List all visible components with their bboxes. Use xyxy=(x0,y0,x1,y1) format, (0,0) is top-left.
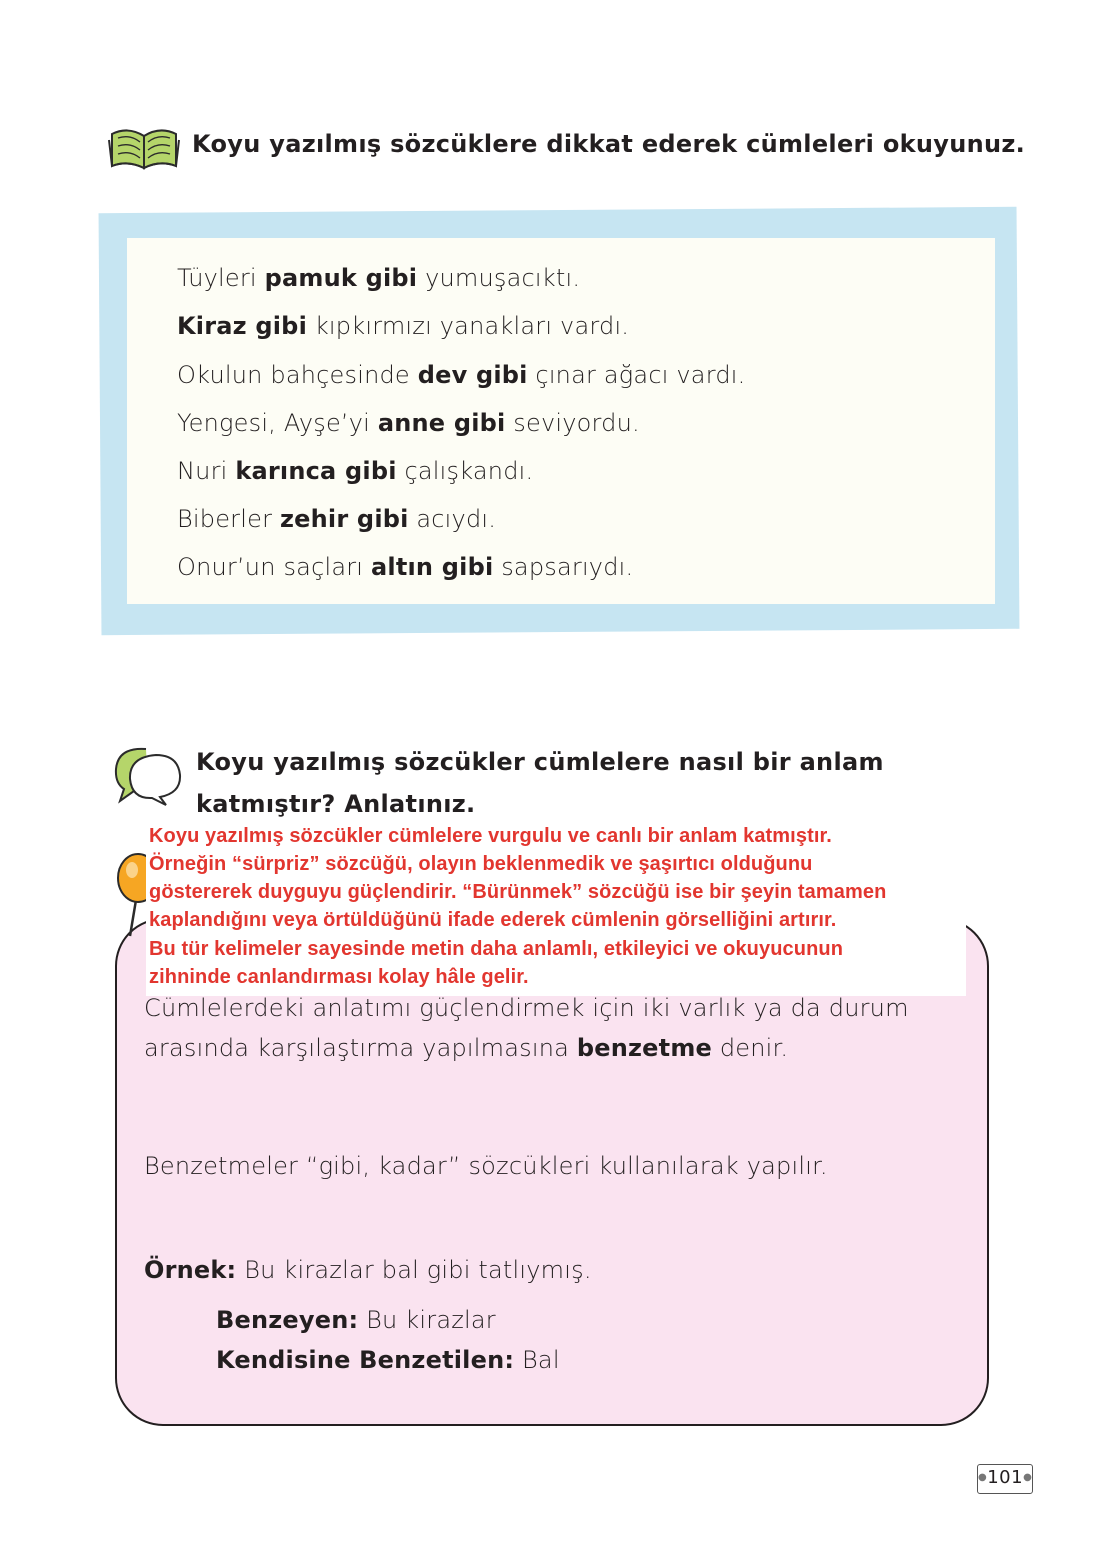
benzeyen-line: Benzeyen: Bu kirazlar xyxy=(216,1306,496,1334)
section-heading-read: Koyu yazılmış sözcüklere dikkat ederek cümleleri okuyunuz. xyxy=(192,130,1026,158)
sentence-7: Onur’un saçları altın gibi sapsarıydı. xyxy=(177,553,634,581)
answer-line-1: Koyu yazılmış sözcükler cümlelere vurgulu ve canlı bir anlam katmıştır. xyxy=(149,825,832,847)
sentence-3: Okulun bahçesinde dev gibi çınar ağacı vardı. xyxy=(177,361,746,389)
answer-line-3: göstererek duyguyu güçlendirir. “Bürünmek” sözcüğü ise bir şeyin tamamen xyxy=(149,881,887,903)
sentence-5: Nuri karınca gibi çalışkandı. xyxy=(177,457,534,485)
answer-line-4: kaplandığını veya örtüldüğünü ifade ederek cümlenin görselliğini artırır. xyxy=(149,909,837,931)
page-number: ●101● xyxy=(977,1464,1033,1494)
definition-line-1: Cümlelerdeki anlatımı güçlendirmek için iki varlık ya da durum xyxy=(144,994,909,1022)
answer-line-2: Örneğin “sürpriz” sözcüğü, olayın beklenmedik ve şaşırtıcı olduğunu xyxy=(149,853,813,875)
definition-line-2: arasında karşılaştırma yapılmasına benzetme denir. xyxy=(144,1034,789,1062)
sentence-4: Yengesi, Ayşe’yi anne gibi seviyordu. xyxy=(177,409,640,437)
open-book-icon xyxy=(108,122,180,172)
sentence-6: Biberler zehir gibi acıydı. xyxy=(177,505,497,533)
example-line: Örnek: Bu kirazlar bal gibi tatlıymış. xyxy=(144,1256,592,1284)
sentence-1: Tüyleri pamuk gibi yumuşacıktı. xyxy=(177,264,581,292)
section-heading-discuss: Koyu yazılmış sözcükler cümlelere nasıl bir anlam katmıştır? Anlatınız. xyxy=(196,748,884,818)
sentence-2: Kiraz gibi kıpkırmızı yanakları vardı. xyxy=(177,312,630,340)
answer-line-6: zihninde canlandırması kolay hâle gelir. xyxy=(149,966,529,988)
definition-line-3: Benzetmeler “gibi, kadar” sözcükleri kullanılarak yapılır. xyxy=(144,1152,828,1180)
speech-bubble-icon xyxy=(112,745,184,807)
benzetilen-line: Kendisine Benzetilen: Bal xyxy=(216,1346,560,1374)
answer-line-5: Bu tür kelimeler sayesinde metin daha anlamlı, etkileyici ve okuyucunun xyxy=(149,938,844,960)
